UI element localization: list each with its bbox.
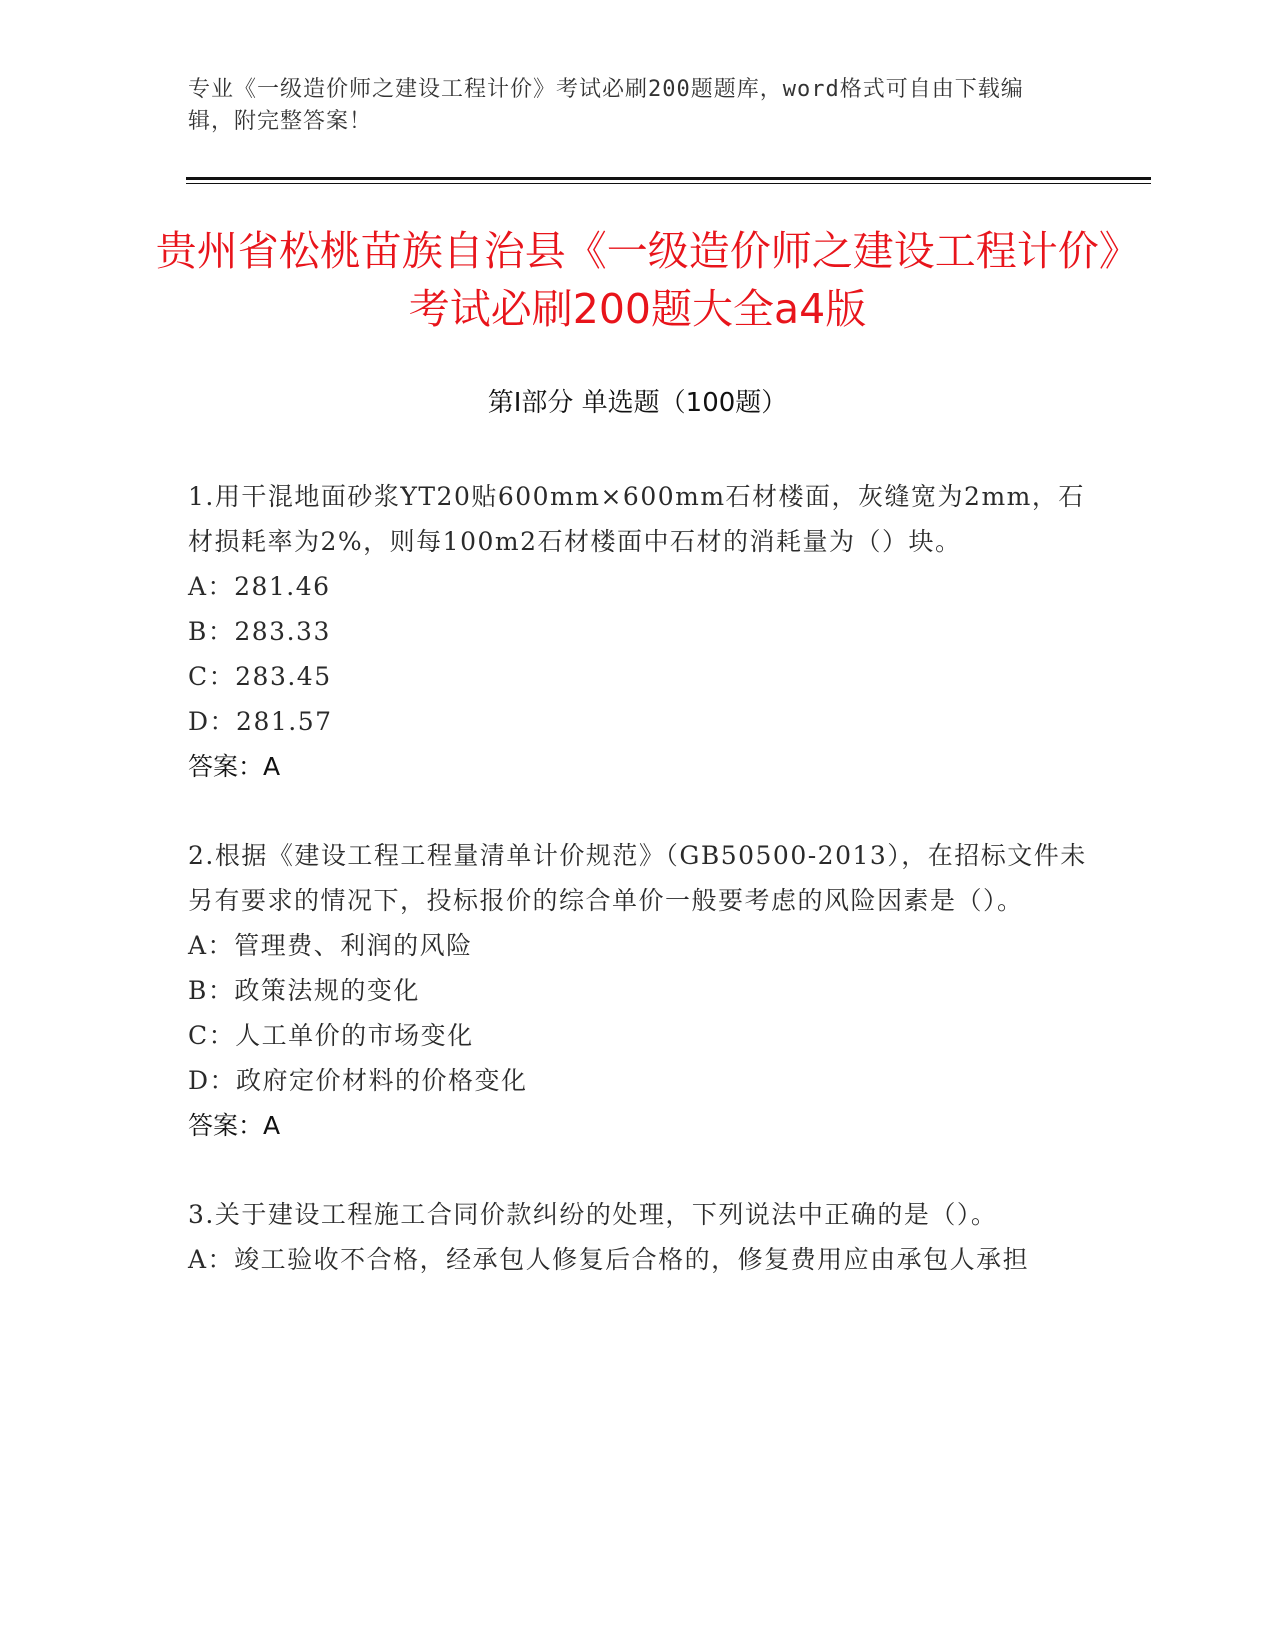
option-b	[188, 968, 1088, 1013]
question-1	[188, 474, 1088, 789]
header-divider	[186, 177, 1151, 180]
option-text: 政府定价材料的价格变化	[236, 1066, 528, 1095]
option-d	[188, 699, 1088, 744]
option-key: B：	[188, 976, 235, 1005]
header-divider-thin	[186, 183, 1151, 184]
option-key: D：	[188, 707, 237, 736]
option-key: B：	[188, 617, 235, 646]
option-text: 281.57	[236, 707, 333, 736]
answer-label: 答案：A	[188, 752, 281, 781]
option-text: 281.46	[234, 572, 331, 601]
question-2	[188, 833, 1088, 1148]
question-stem: 2.根据《建设工程工程量清单计价规范》（GB50500-2013），在招标文件未另有要求的情况下，投标报价的综合单价一般要考虑的风险因素是（）。	[188, 841, 1087, 915]
option-b	[188, 609, 1088, 654]
option-text: 政策法规的变化	[234, 976, 420, 1005]
option-key: A：	[188, 931, 235, 960]
document-title: 贵州省松桃苗族自治县《一级造价师之建设工程计价》考试必刷200题大全a4版	[155, 227, 1120, 333]
option-a	[188, 923, 1088, 968]
option-a	[188, 1237, 1088, 1282]
option-text: 人工单价的市场变化	[235, 1021, 474, 1050]
question-3	[188, 1192, 1088, 1282]
option-key: C：	[188, 1021, 236, 1050]
header-note: 专业《一级造价师之建设工程计价》考试必刷200题题库，word格式可自由下载编辑，附完整答案！	[188, 77, 1024, 134]
question-stem: 1.用干混地面砂浆YT20贴600mm×600mm石材楼面，灰缝宽为2mm，石材损耗率为2%，则每100m2石材楼面中石材的消耗量为（）块。	[188, 482, 1085, 556]
section-heading: 第Ⅰ部分 单选题（100题）	[487, 388, 788, 418]
option-key: A：	[188, 1245, 235, 1274]
answer-label: 答案：A	[188, 1111, 281, 1140]
option-text: 管理费、利润的风险	[234, 931, 473, 960]
option-key: A：	[188, 572, 235, 601]
option-text: 283.33	[234, 617, 331, 646]
option-c	[188, 654, 1088, 699]
option-a	[188, 564, 1088, 609]
option-d	[188, 1058, 1088, 1103]
option-text: 283.45	[235, 662, 332, 691]
question-stem: 3.关于建设工程施工合同价款纠纷的处理，下列说法中正确的是（）。	[188, 1200, 998, 1229]
question-list	[188, 474, 1088, 1326]
option-c	[188, 1013, 1088, 1058]
option-key: D：	[188, 1066, 237, 1095]
option-text: 竣工验收不合格，经承包人修复后合格的，修复费用应由承包人承担	[234, 1245, 1030, 1274]
option-key: C：	[188, 662, 236, 691]
